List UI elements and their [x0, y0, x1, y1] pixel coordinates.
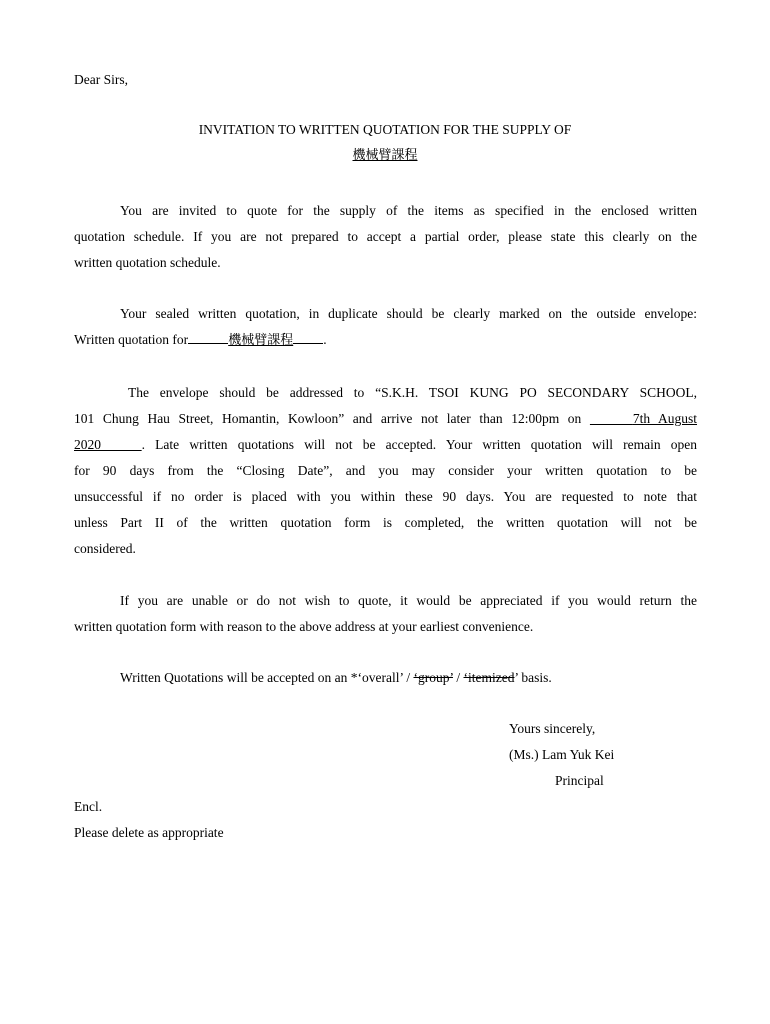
signatory-position: Principal [555, 773, 604, 788]
para3-line3: 2020 . Late written quotations will not be accepted. Your written quotation will remain open [74, 437, 697, 452]
closing-year: 2020 [74, 437, 101, 452]
para3-line7: considered. [74, 541, 136, 556]
para1-line3: written quotation schedule. [74, 255, 221, 270]
enclosure: Encl. [74, 799, 103, 814]
basis-itemized-struck: ‘itemized [463, 670, 515, 685]
para4-line1: If you are unable or do not wish to quote, it would be appreciated if you would return the [120, 593, 697, 608]
para3-line5: unsuccessful if no order is placed with you within these 90 days. You are requested to note that [74, 489, 697, 504]
para4-line2: written quotation form with reason to the above address at your earliest convenience. [74, 619, 534, 634]
para1-line2: quotation schedule. If you are not prepared to accept a partial order, please state this clearly on the [74, 229, 697, 244]
para2-line1: Your sealed written quotation, in duplicate should be clearly marked on the outside envelope: [120, 306, 697, 321]
closing: Yours sincerely, [509, 721, 596, 736]
para1-line1: You are invited to quote for the supply of the items as specified in the enclosed written [120, 203, 697, 218]
para2-prefix: Written quotation for [74, 332, 189, 347]
letter-title: INVITATION TO WRITTEN QUOTATION FOR THE SUPPLY OF [198, 122, 572, 137]
basis-group-struck: ‘group’ [413, 670, 453, 685]
subject-fill: 機械臂課程 [228, 333, 294, 348]
para3-line2: 101 Chung Hau Street, Homantin, Kowloon” and arrive not later than 12:00pm on 7th August [74, 411, 698, 426]
salutation: Dear Sirs, [74, 72, 128, 87]
letter-subject: 機械臂課程 [352, 148, 418, 163]
para2-line2: Written quotation for 機械臂課程 . [74, 332, 327, 348]
para3-line1: The envelope should be addressed to “S.K.H. TSOI KUNG PO SECONDARY SCHOOL, [128, 385, 697, 400]
para3-line4: for 90 days from the “Closing Date”, and you may consider your written quotation to be [74, 463, 697, 478]
basis-line: Written Quotations will be accepted on an *‘overall’ / ‘group’ / ‘itemized’ basis. [120, 670, 552, 685]
signatory-name: (Ms.) Lam Yuk Kei [509, 747, 615, 762]
para3-line6: unless Part II of the written quotation form is completed, the written quotation will not be [74, 515, 697, 530]
footnote: Please delete as appropriate [74, 825, 224, 840]
closing-date: 7th August [632, 411, 698, 426]
